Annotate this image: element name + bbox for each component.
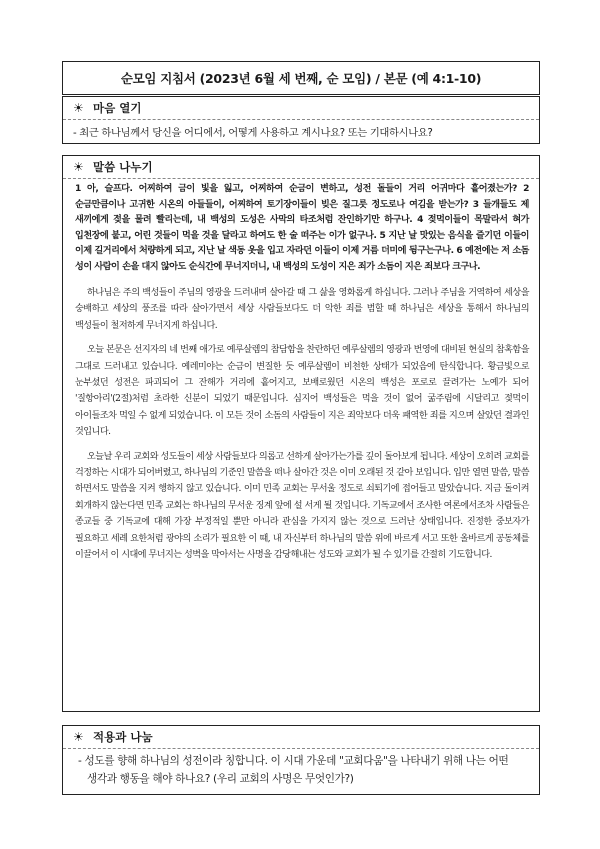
title-box — [62, 61, 540, 95]
opening-question: - 최근 하나님께서 당신을 어디에서, 어떻게 사용하고 계시나요? 또는 기대하시나요? — [73, 127, 433, 139]
section-word — [62, 155, 540, 712]
section-title: 마음 열기 — [93, 101, 142, 115]
paragraph: 오늘 본문은 선지자의 네 번째 애가로 예루살렘의 참담함을 찬란하던 예루살렘의 영광과 번영에 대비된 현실의 참혹함을 그대로 드러내고 있습니다. 예레미야는 순금이 변질한 듯 예루살렘이 비천한 상태가 되었음에 탄식합니다. 황금빛으로 눈부셨던 성전은 파괴되어 그 잔해가 거리에 흩어지고, 보배로웠던 시온의 백성은 포로로 끌려가는 노예가 되어 '질항아리'(2절)처럼 초라한 신분이 되었기 때문입니다. 심지어 백성들은 먹을 것이 없어 굶주림에 시달리고 젖먹이 아이들조차 먹일 수 없게 되었습니다. 이 모든 것이 소돔의 사람들이 지은 죄악보다 더욱 패역한 죄를 지으며 살았던 결과인 것입니다. — [75, 345, 529, 438]
section-title: 말씀 나누기 — [93, 160, 153, 174]
section-opening — [62, 96, 540, 144]
application-question: - 성도를 향해 하나님의 성전이라 칭합니다. 이 시대 가운데 "교회다움"을 나타내기 위해 나는 어떤 생각과 행동을 해야 하나요? (우리 교회의 사명은 무엇인가?) — [78, 755, 509, 785]
sun-icon: ☀ — [73, 730, 84, 744]
section-heading-opening — [63, 97, 539, 120]
paragraph: 오늘날 우리 교회와 성도들이 세상 사람들보다 의롭고 선하게 살아가는가를 깊이 돌아보게 됩니다. 세상이 오히려 교회를 걱정하는 시대가 되어버렸고, 하나님의 기준인 말씀을 떠나 살아간 것은 이미 오래된 것 같아 보입니다. 입만 열면 말씀, 말씀 하면서도 말씀을 지켜 행하지 않고 있습니다. 이미 민족 교회는 무서울 정도로 쇠퇴기에 접어들고 말았습니다. 지금 돌이켜 회개하지 않는다면 민족 교회는 하나님의 무서운 징계 앞에 설 서게 될 것입니다. 기독교에서 조사한 여론에서조차 사람들은 종교들 중 기독교에 대해 가장 부정적일 뿐만 아니라 관심을 가지지 않는 것으로 드러난 상태입니다. 진정한 중보자가 필요하고 세례 요한처럼 광야의 소리가 필요한 이 때, 내 자신부터 하나님의 말씀 위에 바르게 서고 또한 올바르게 공동체를 이끌어서 이 시대에 무너지는 성벽을 막아서는 사명을 감당해내는 성도와 교회가 될 수 있기를 간절히 기도합니다. — [75, 451, 529, 561]
section-title: 적용과 나눔 — [93, 730, 153, 744]
section-application — [62, 725, 540, 795]
page-title: 순모임 지침서 (2023년 6월 세 번째, 순 모임) / 본문 (예 4:1-10) — [120, 71, 482, 86]
scripture-passage: 1 아, 슬프다. 어찌하여 금이 빛을 잃고, 어찌하여 순금이 변하고, 성전 돌들이 거리 어귀마다 흩어졌는가? 2 순금만큼이나 고귀한 시온의 아들들이, 어찌하여 토기장이들이 빚은 질그릇 정도로나 여김을 받는가? 3 들개들도 제 새끼에게 젖을 물려 빨리는데, 내 백성의 도성은 사막의 타조처럼 잔인하기만 하구나. 4 젖먹이들이 목말라서 혀가 입천장에 붙고, 어린 것들이 먹을 것을 달라고 하여도 한 술 떠주는 이가 없구나. 5 지난 날 맛있는 음식을 즐기던 이들이 이제 길거리에서 처량하게 되고, 지난 날 색동 옷을 입고 자라던 이들이 이제 거름 더미에 뒹구는구나. 6 예전에는 저 소돔 성이 사람이 손을 대지 않아도 순식간에 무너지더니, 내 백성의 도성이 지은 죄가 소돔이 지은 죄보다 크구나. — [75, 184, 529, 272]
sun-icon: ☀ — [73, 101, 84, 115]
section-heading-word — [63, 156, 539, 179]
sun-icon: ☀ — [73, 160, 84, 174]
paragraph: 하나님은 주의 백성들이 주님의 영광을 드러내며 살아갈 때 그 삶을 영화롭게 하십니다. 그러나 주님을 거역하여 세상을 숭배하고 세상의 풍조를 따라 살아가면서 세상 사람들보다도 더 악한 죄를 범할 때 하나님은 세상을 통해서 하나님의 백성들이 철저하게 무너지게 하십니다. — [75, 288, 529, 331]
section-heading-application — [63, 726, 539, 749]
